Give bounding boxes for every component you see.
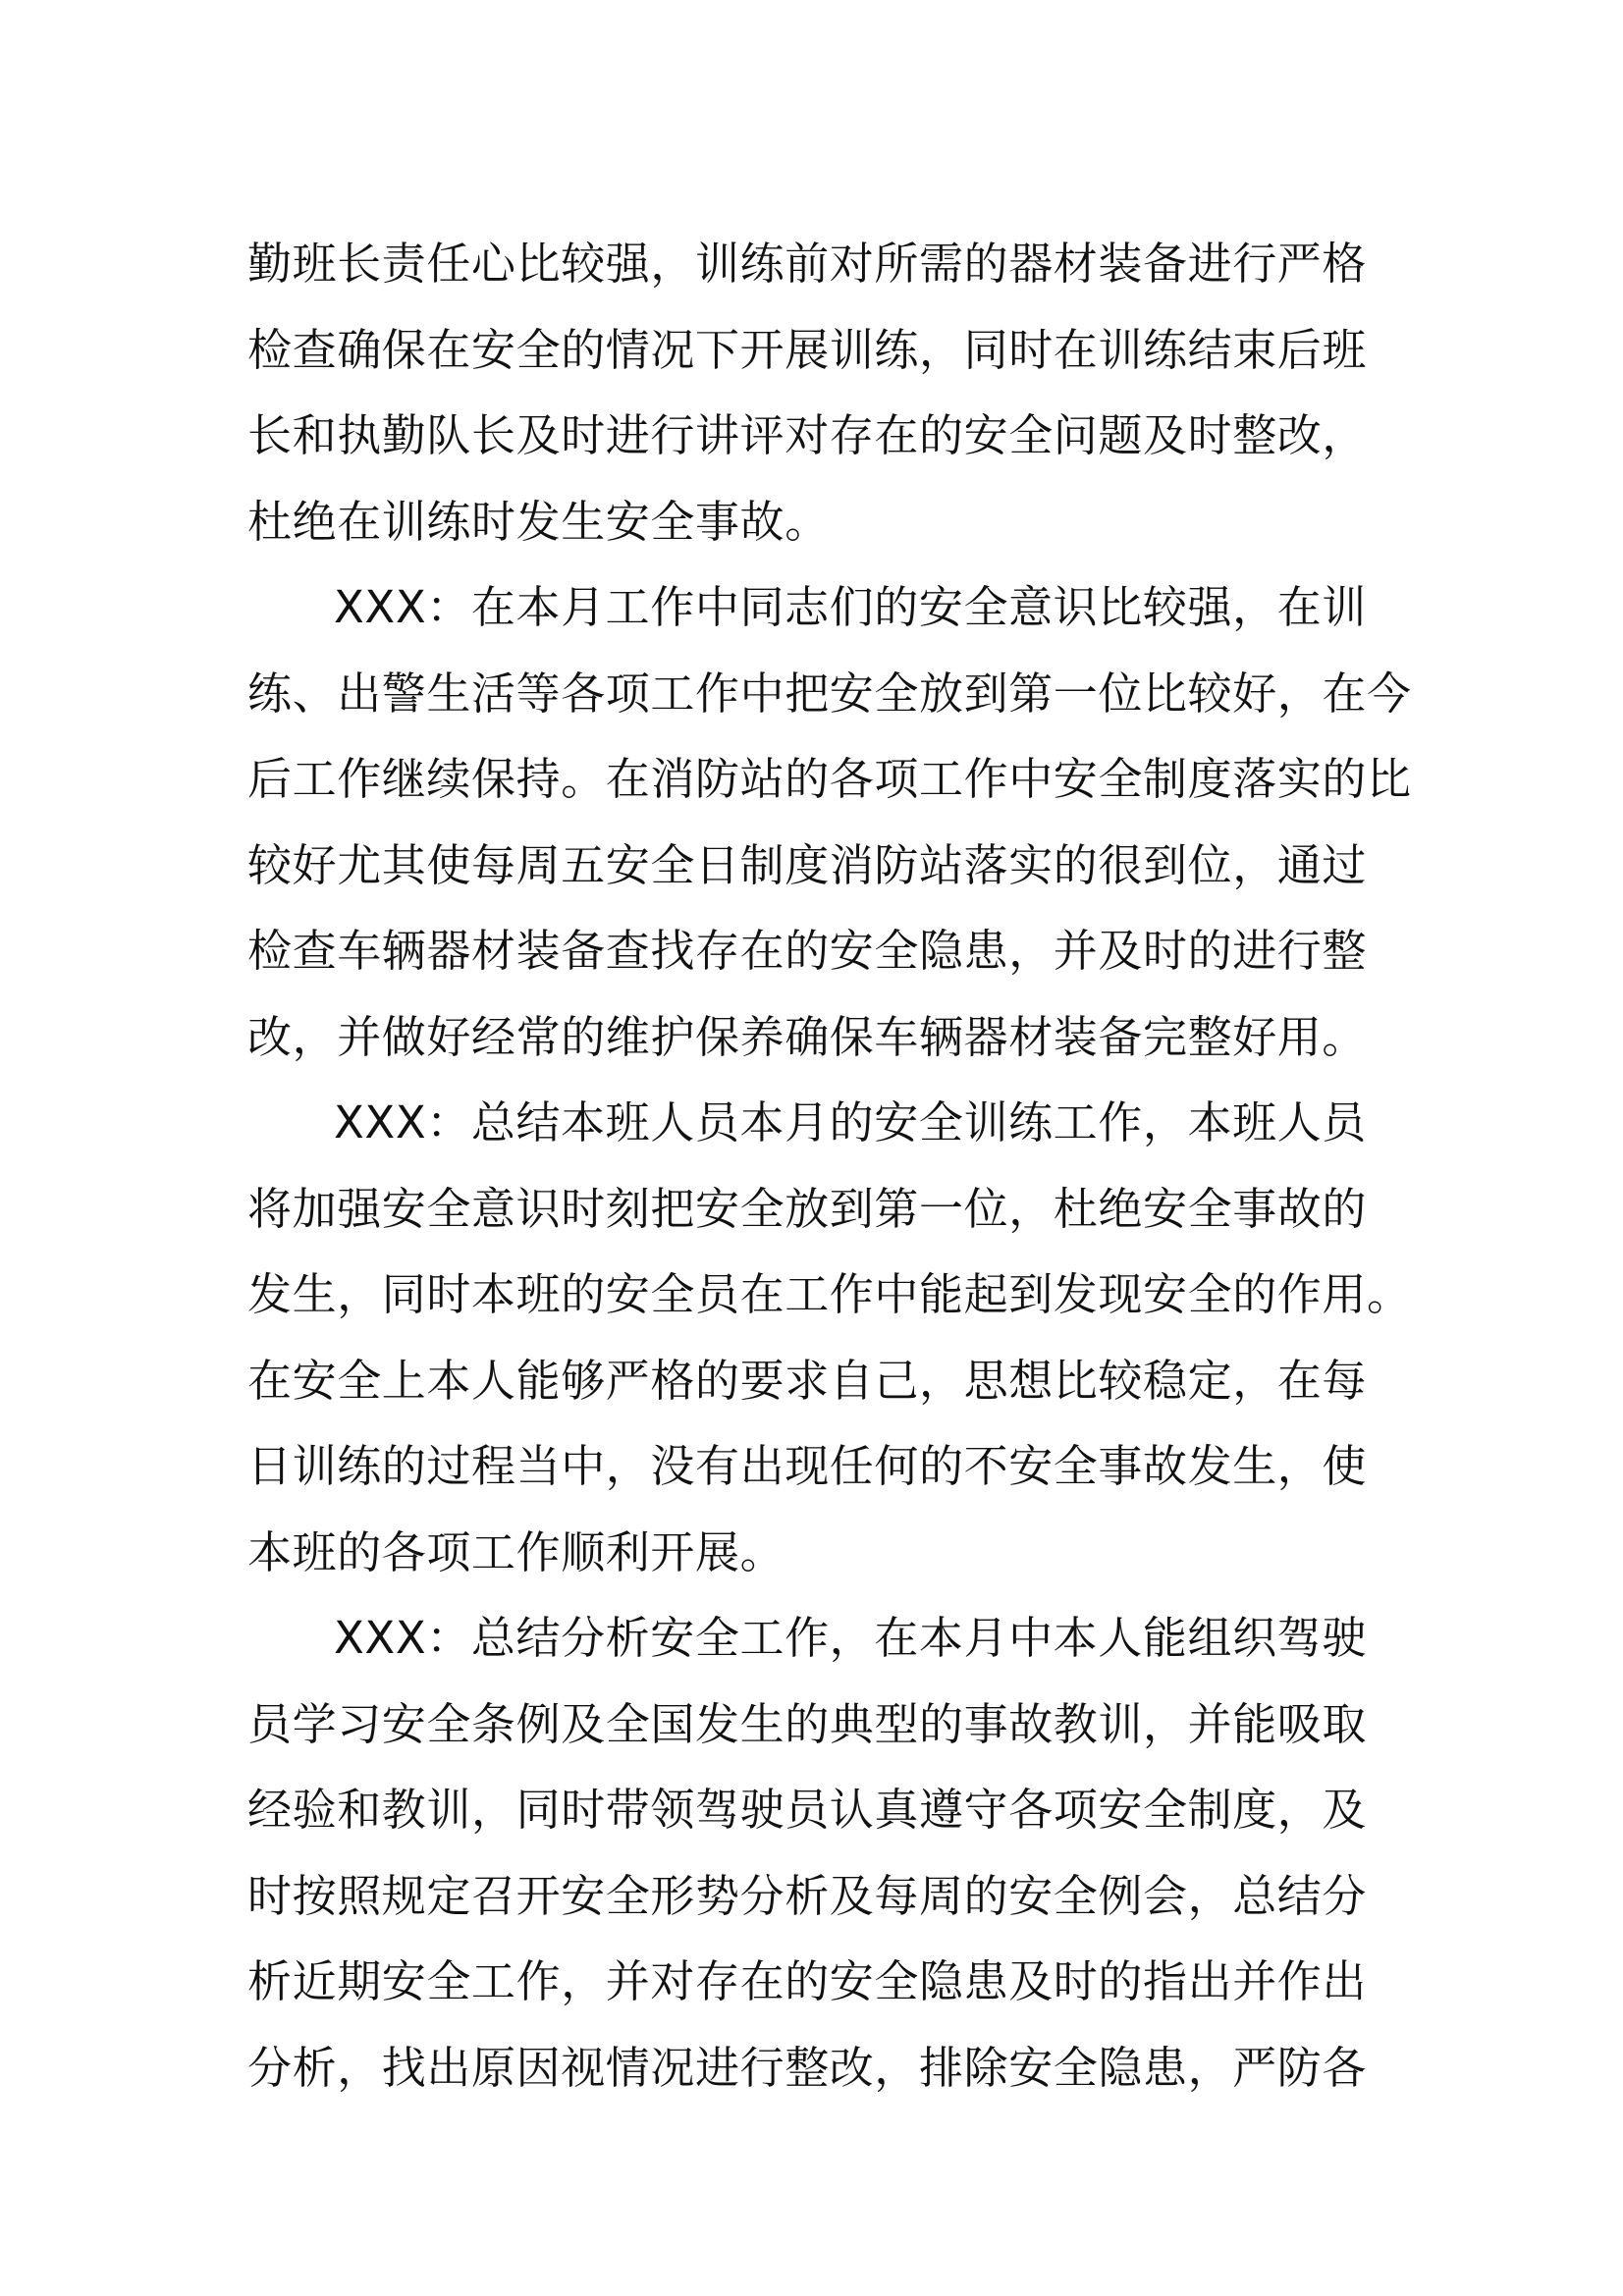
paragraph-start-line: XXX：总结分析安全工作，在本月中本人能组织驾驶 [334,1612,1367,1664]
text-line: 日训练的过程当中，没有出现任何的不安全事故发生，使 [247,1440,1368,1492]
text-line: 本班的各项工作顺利开展。 [247,1525,785,1578]
text-line: 后工作继续保持。在消防站的各项工作中安全制度落实的比 [247,753,1412,805]
text-line: 长和执勤队长及时进行讲评对存在的安全问题及时整改， [247,409,1368,461]
text-line: 将加强安全意识时刻把安全放到第一位，杜绝安全事故的 [247,1182,1368,1235]
text-line: 改，并做好经常的维护保养确保车辆器材装备完整好用。 [247,1010,1368,1063]
text-line: 员学习安全条例及全国发生的典型的事故教训，并能吸取 [247,1697,1368,1750]
text-line: 检查车辆器材装备查找存在的安全隐患，并及时的进行整 [247,925,1368,977]
paragraph-start-line: XXX：总结本班人员本月的安全训练工作，本班人员 [334,1096,1367,1148]
text-line: 时按照规定召开安全形势分析及每周的安全例会，总结分 [247,1869,1368,1922]
text-line: 在安全上本人能够严格的要求自己，思想比较稳定，在每 [247,1354,1368,1407]
document-body [247,221,1412,2110]
text-line: 练、出警生活等各项工作中把安全放到第一位比较好，在今 [247,667,1412,720]
text-line: 较好尤其使每周五安全日制度消防站落实的很到位，通过 [247,838,1368,891]
text-line: 检查确保在安全的情况下开展训练，同时在训练结束后班 [247,323,1368,376]
text-line: 杜绝在训练时发生安全事故。 [247,495,830,548]
paragraph-start-line: XXX：在本月工作中同志们的安全意识比较强，在训 [334,581,1367,633]
text-line: 分析，找出原因视情况进行整改，排除安全隐患，严防各 [247,2041,1368,2094]
text-line: 析近期安全工作，并对存在的安全隐患及时的指出并作出 [247,1955,1368,2007]
text-line: 勤班长责任心比较强，训练前对所需的器材装备进行严格 [247,238,1368,290]
text-line: 发生，同时本班的安全员在工作中能起到发现安全的作用。 [247,1268,1412,1320]
text-line: 经验和教训，同时带领驾驶员认真遵守各项安全制度，及 [247,1784,1368,1836]
